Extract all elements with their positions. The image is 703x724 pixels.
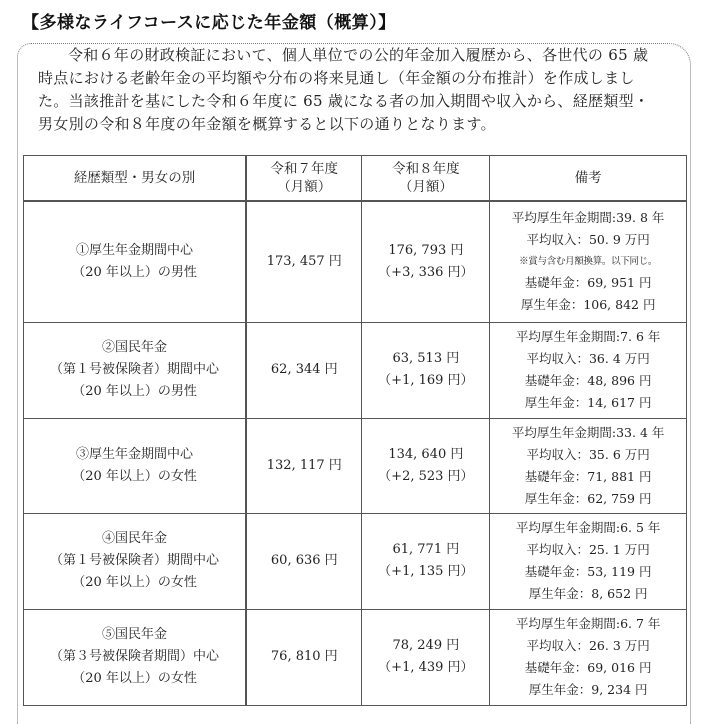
career-type-line: （20 年以上）の男性 [72,384,197,399]
note-basic-pension: 基礎年金：71, 881 円 [524,468,652,484]
note-income: 平均収入：35. 6 万円 [526,446,650,462]
r7-amount: 76, 810 円 [246,609,362,705]
career-type-cell [24,201,247,322]
career-type-line: （20 年以上）の男性 [72,264,197,280]
section-title: 【多様なライフコースに応じた年金額（概算）】 [22,13,396,33]
header-notes: 備考 [490,156,687,202]
note-employee-pension: 厚生年金：62, 759 円 [524,490,652,506]
career-type-line: ④国民年金 [102,531,168,546]
note-basic-pension: 基礎年金：69, 016 円 [524,660,652,675]
header-career-type: 経歴類型・男女の別 [24,156,247,202]
r8-amount: 134, 640 円 [388,446,464,462]
intro-text: 令和６年の財政検証において、個人単位での公的年金加入履歴から、各世代の 65 歳時点における老齢年金の平均額や分布の将来見通し（年金額の分布推計）を作成しました。当該推計を基にした令和６年度に 65 歳になる者の加入期間や収入から、経歴類型・男女別の令和８年度の年金額を概算すると以下の通りとなります。 [38,46,650,133]
r8-amount: 61, 771 円 [392,542,460,557]
table-row [24,322,687,418]
header-r7-year: 令和７年度 [270,161,339,177]
r8-amount: 176, 793 円 [388,242,464,258]
career-type-line: ①厚生年金期間中心 [76,242,194,258]
career-type-line: （第３号被保険者期間）中心 [50,649,220,664]
career-type-cell [24,513,247,609]
note-period: 平均厚生年金期間:33. 4 年 [511,424,665,440]
note-period: 平均厚生年金期間:6. 7 年 [515,616,661,631]
career-type-line: ②国民年金 [102,340,168,355]
career-type-line: ③厚生年金期間中心 [76,446,194,462]
note-period: 平均厚生年金期間:39. 8 年 [511,210,665,226]
note-employee-pension: 厚生年金：14, 617 円 [524,395,652,410]
notes-cell [490,201,687,322]
table-header-row [24,156,687,202]
r8-amount: 78, 249 円 [392,638,460,653]
career-type-cell [24,609,247,705]
note-income: 平均収入：26. 3 万円 [526,638,650,653]
notes-cell [490,609,687,705]
r7-amount: 62, 344 円 [246,322,362,418]
intro-paragraph [38,44,663,136]
table-row [24,513,687,609]
r8-diff: （+3, 336 円） [378,264,474,280]
r7-amount: 132, 117 円 [246,418,362,513]
table-row [24,418,687,513]
table-row [24,609,687,705]
note-period: 平均厚生年金期間:7. 6 年 [515,329,661,344]
note-employee-pension: 厚生年金：9, 234 円 [528,682,648,697]
header-r8-unit: （月額） [398,179,453,195]
notes-cell [490,418,687,513]
note-footnote: ※賞与含む月額換算。以下同じ。 [519,256,658,268]
r8-amount: 63, 513 円 [392,351,460,366]
career-type-line: （20 年以上）の女性 [72,468,197,484]
r8-diff: （+1, 439 円） [378,660,474,675]
r8-amount-cell [362,513,490,609]
note-basic-pension: 基礎年金：48, 896 円 [524,373,652,388]
note-income: 平均収入：50. 9 万円 [526,232,650,248]
note-income: 平均収入：36. 4 万円 [526,351,650,366]
note-basic-pension: 基礎年金：53, 119 円 [524,564,652,579]
career-type-line: （20 年以上）の女性 [72,671,197,686]
r7-amount: 173, 457 円 [246,201,362,322]
header-r7 [246,156,362,202]
note-period: 平均厚生年金期間:6. 5 年 [515,520,661,535]
note-income: 平均収入：25. 1 万円 [526,542,650,557]
r8-amount-cell [362,418,490,513]
header-r8 [362,156,490,202]
r8-diff: （+1, 169 円） [378,373,474,388]
note-employee-pension: 厚生年金：106, 842 円 [520,297,656,313]
notes-cell [490,322,687,418]
career-type-line: （第１号被保険者）期間中心 [50,553,220,568]
r8-diff: （+1, 135 円） [378,564,474,579]
career-type-cell [24,322,247,418]
notes-cell [490,513,687,609]
note-basic-pension: 基礎年金：69, 951 円 [524,275,652,291]
pension-amount-table [23,155,687,706]
career-type-cell [24,418,247,513]
header-r8-year: 令和８年度 [392,161,460,177]
r7-amount: 60, 636 円 [246,513,362,609]
table-row [24,201,687,322]
career-type-line: （第１号被保険者）期間中心 [50,362,220,377]
career-type-line: ⑤国民年金 [102,627,168,642]
note-employee-pension: 厚生年金：8, 652 円 [528,586,648,601]
career-type-line: （20 年以上）の女性 [72,575,197,590]
r8-amount-cell [362,201,490,322]
r8-amount-cell [362,322,490,418]
r8-amount-cell [362,609,490,705]
header-r7-unit: （月額） [277,179,332,195]
r8-diff: （+2, 523 円） [378,468,474,484]
